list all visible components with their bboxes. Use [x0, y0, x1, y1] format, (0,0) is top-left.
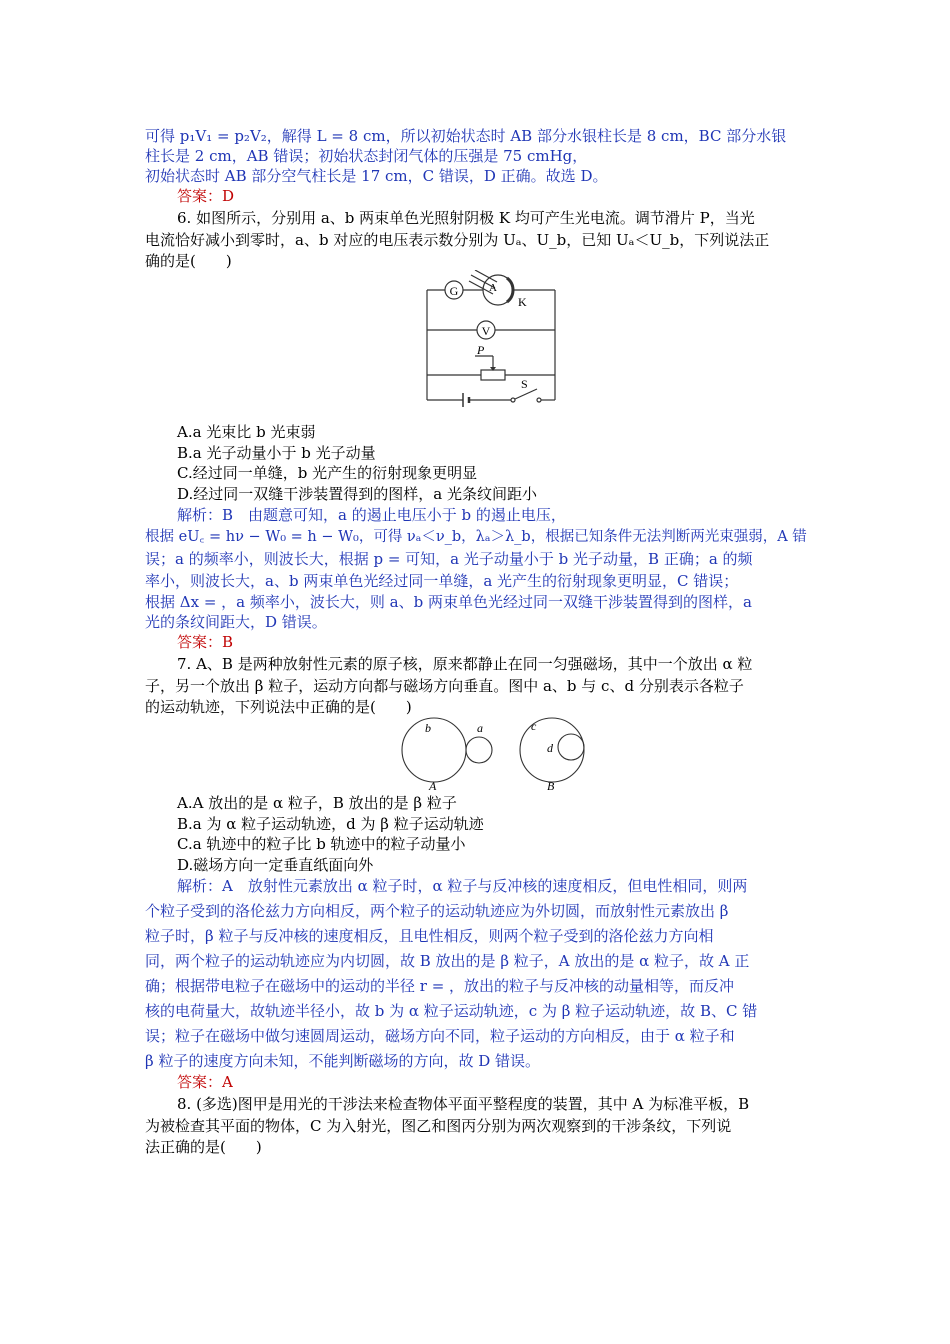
prev-solution-line-1: 可得 p₁V₁ = p₂V₂，解得 L = 8 cm，所以初始状态时 AB 部分水银柱长是 8 cm，BC 部分水银 — [145, 127, 787, 145]
q6-option-d: D.经过同一双缝干涉装置得到的图样，a 光条纹间距小 — [177, 485, 537, 503]
track-d-circle — [558, 734, 584, 760]
voltmeter-label: V — [481, 324, 491, 338]
q7-option-d: D.磁场方向一定垂直纸面向外 — [177, 856, 374, 874]
q7-analysis-line-1: 解析：A 放射性元素放出 α 粒子时，α 粒子与反冲核的速度相反，但电性相同，则两 — [177, 877, 748, 895]
q8-stem-line-1: 8. (多选)图甲是用光的干涉法来检查物体平面平整程度的装置，其中 A 为标准平板，B — [177, 1095, 750, 1113]
q7-stem-line-2: 子，另一个放出 β 粒子，运动方向都与磁场方向垂直。图中 a、b 与 c、d 分别表示各粒子 — [145, 677, 744, 695]
q6-answer: 答案：B — [177, 633, 234, 651]
q6-stem-line-3: 确的是( ) — [145, 252, 232, 270]
q6-circuit-diagram — [415, 270, 575, 410]
q7-option-c: C.a 轨迹中的粒子比 b 轨迹中的粒子动量小 — [177, 835, 466, 853]
q7-analysis-line-7: 误；粒子在磁场中做匀速圆周运动，磁场方向不同，粒子运动的方向相反，由于 α 粒子和 — [145, 1027, 735, 1045]
q6-analysis-line-5: 根据 Δx = ，a 频率小，波长大，则 a、b 两束单色光经过同一双缝干涉装置得到的图样，a — [145, 593, 752, 611]
q6-analysis-line-1: 解析：B 由题意可知，a 的遏止电压小于 b 的遏止电压， — [177, 506, 566, 524]
q7-option-b: B.a 为 α 粒子运动轨迹，d 为 β 粒子运动轨迹 — [177, 815, 484, 833]
q6-stem-line-1: 6. 如图所示，分别用 a、b 两束单色光照射阴极 K 均可产生光电流。调节滑片 P，当光 — [177, 209, 755, 227]
anode-label: A — [489, 282, 497, 294]
q7-option-a: A.A 放出的是 α 粒子，B 放出的是 β 粒子 — [177, 794, 457, 812]
q7-stem-line-3: 的运动轨迹，下列说法中正确的是( ) — [145, 698, 412, 716]
q6-option-b: B.a 光子动量小于 b 光子动量 — [177, 444, 376, 462]
switch-contact-left — [511, 398, 515, 402]
q7-analysis-line-6: 核的电荷量大，故轨迹半径小，故 b 为 α 粒子运动轨迹，c 为 β 粒子运动轨迹，故 B、C 错 — [145, 1002, 758, 1020]
switch-label: S — [521, 377, 528, 391]
q6-stem-line-2: 电流恰好减小到零时，a、b 对应的电压表示数分别为 Uₐ、U_b，已知 Uₐ＜U_b，下列说法正 — [145, 231, 770, 249]
track-b-label: b — [425, 721, 431, 735]
prev-solution-line-2: 柱长是 2 cm，AB 错误；初始状态封闭气体的压强是 75 cmHg， — [145, 147, 588, 165]
q6-analysis-line-6: 光的条纹间距大，D 错误。 — [145, 613, 327, 631]
track-a-circle — [466, 737, 492, 763]
slider-label: P — [477, 343, 485, 357]
q6-option-a: A.a 光束比 b 光束弱 — [177, 423, 316, 441]
galvanometer-label: G — [449, 284, 459, 298]
track-a-label: a — [477, 721, 483, 735]
q8-stem-line-2: 为被检查其平面的物体，C 为入射光，图乙和图丙分别为两次观察到的干涉条纹，下列说 — [145, 1117, 732, 1135]
track-c-label: c — [531, 719, 537, 733]
nucleus-a-label: A — [429, 779, 437, 790]
q7-analysis-line-5: 确；根据带电粒子在磁场中的运动的半径 r = ，放出的粒子与反冲核的动量相等，而反冲 — [145, 977, 735, 995]
q6-analysis-line-2: 根据 eU꜀ = hν − W₀ = h − W₀，可得 νₐ＜ν_b，λₐ＞λ_b，根据已知条件无法判断两光束强弱，A 错 — [145, 529, 807, 545]
q8-stem-line-3: 法正确的是( ) — [145, 1138, 262, 1156]
q7-answer: 答案：A — [177, 1073, 233, 1091]
q7-analysis-line-8: β 粒子的速度方向未知，不能判断磁场的方向，故 D 错误。 — [145, 1052, 541, 1070]
nucleus-b-label: B — [547, 779, 555, 790]
track-b-circle — [402, 718, 466, 782]
track-d-label: d — [547, 741, 553, 755]
q6-option-c: C.经过同一单缝，b 光产生的衍射现象更明显 — [177, 464, 478, 482]
switch-contact-right — [537, 398, 541, 402]
prev-answer: 答案：D — [177, 187, 235, 205]
q6-analysis-line-3: 误；a 的频率小，则波长大，根据 p = 可知，a 光子动量小于 b 光子动量，B 正确；a 的频 — [145, 550, 753, 568]
q7-analysis-line-3: 粒子时，β 粒子与反冲核的速度相反，且电性相反，则两个粒子受到的洛伦兹力方向相 — [145, 927, 714, 945]
q6-analysis-line-4: 率小，则波长大，a、b 两束单色光经过同一单缝，a 光产生的衍射现象更明显，C 错误； — [145, 572, 739, 590]
q7-track-diagram — [401, 710, 631, 790]
rheostat-symbol — [481, 370, 505, 380]
cathode-label: K — [518, 295, 527, 309]
q7-analysis-line-4: 同，两个粒子的运动轨迹应为内切圆，故 B 放出的是 β 粒子，A 放出的是 α 粒子，故 A 正 — [145, 952, 750, 970]
q7-stem-line-1: 7. A、B 是两种放射性元素的原子核，原来都静止在同一匀强磁场，其中一个放出 α 粒 — [177, 655, 753, 673]
q7-analysis-line-2: 个粒子受到的洛伦兹力方向相反，两个粒子的运动轨迹应为外切圆，而放射性元素放出 β — [145, 902, 729, 920]
prev-solution-line-3: 初始状态时 AB 部分空气柱长是 17 cm，C 错误，D 正确。故选 D。 — [145, 167, 608, 185]
